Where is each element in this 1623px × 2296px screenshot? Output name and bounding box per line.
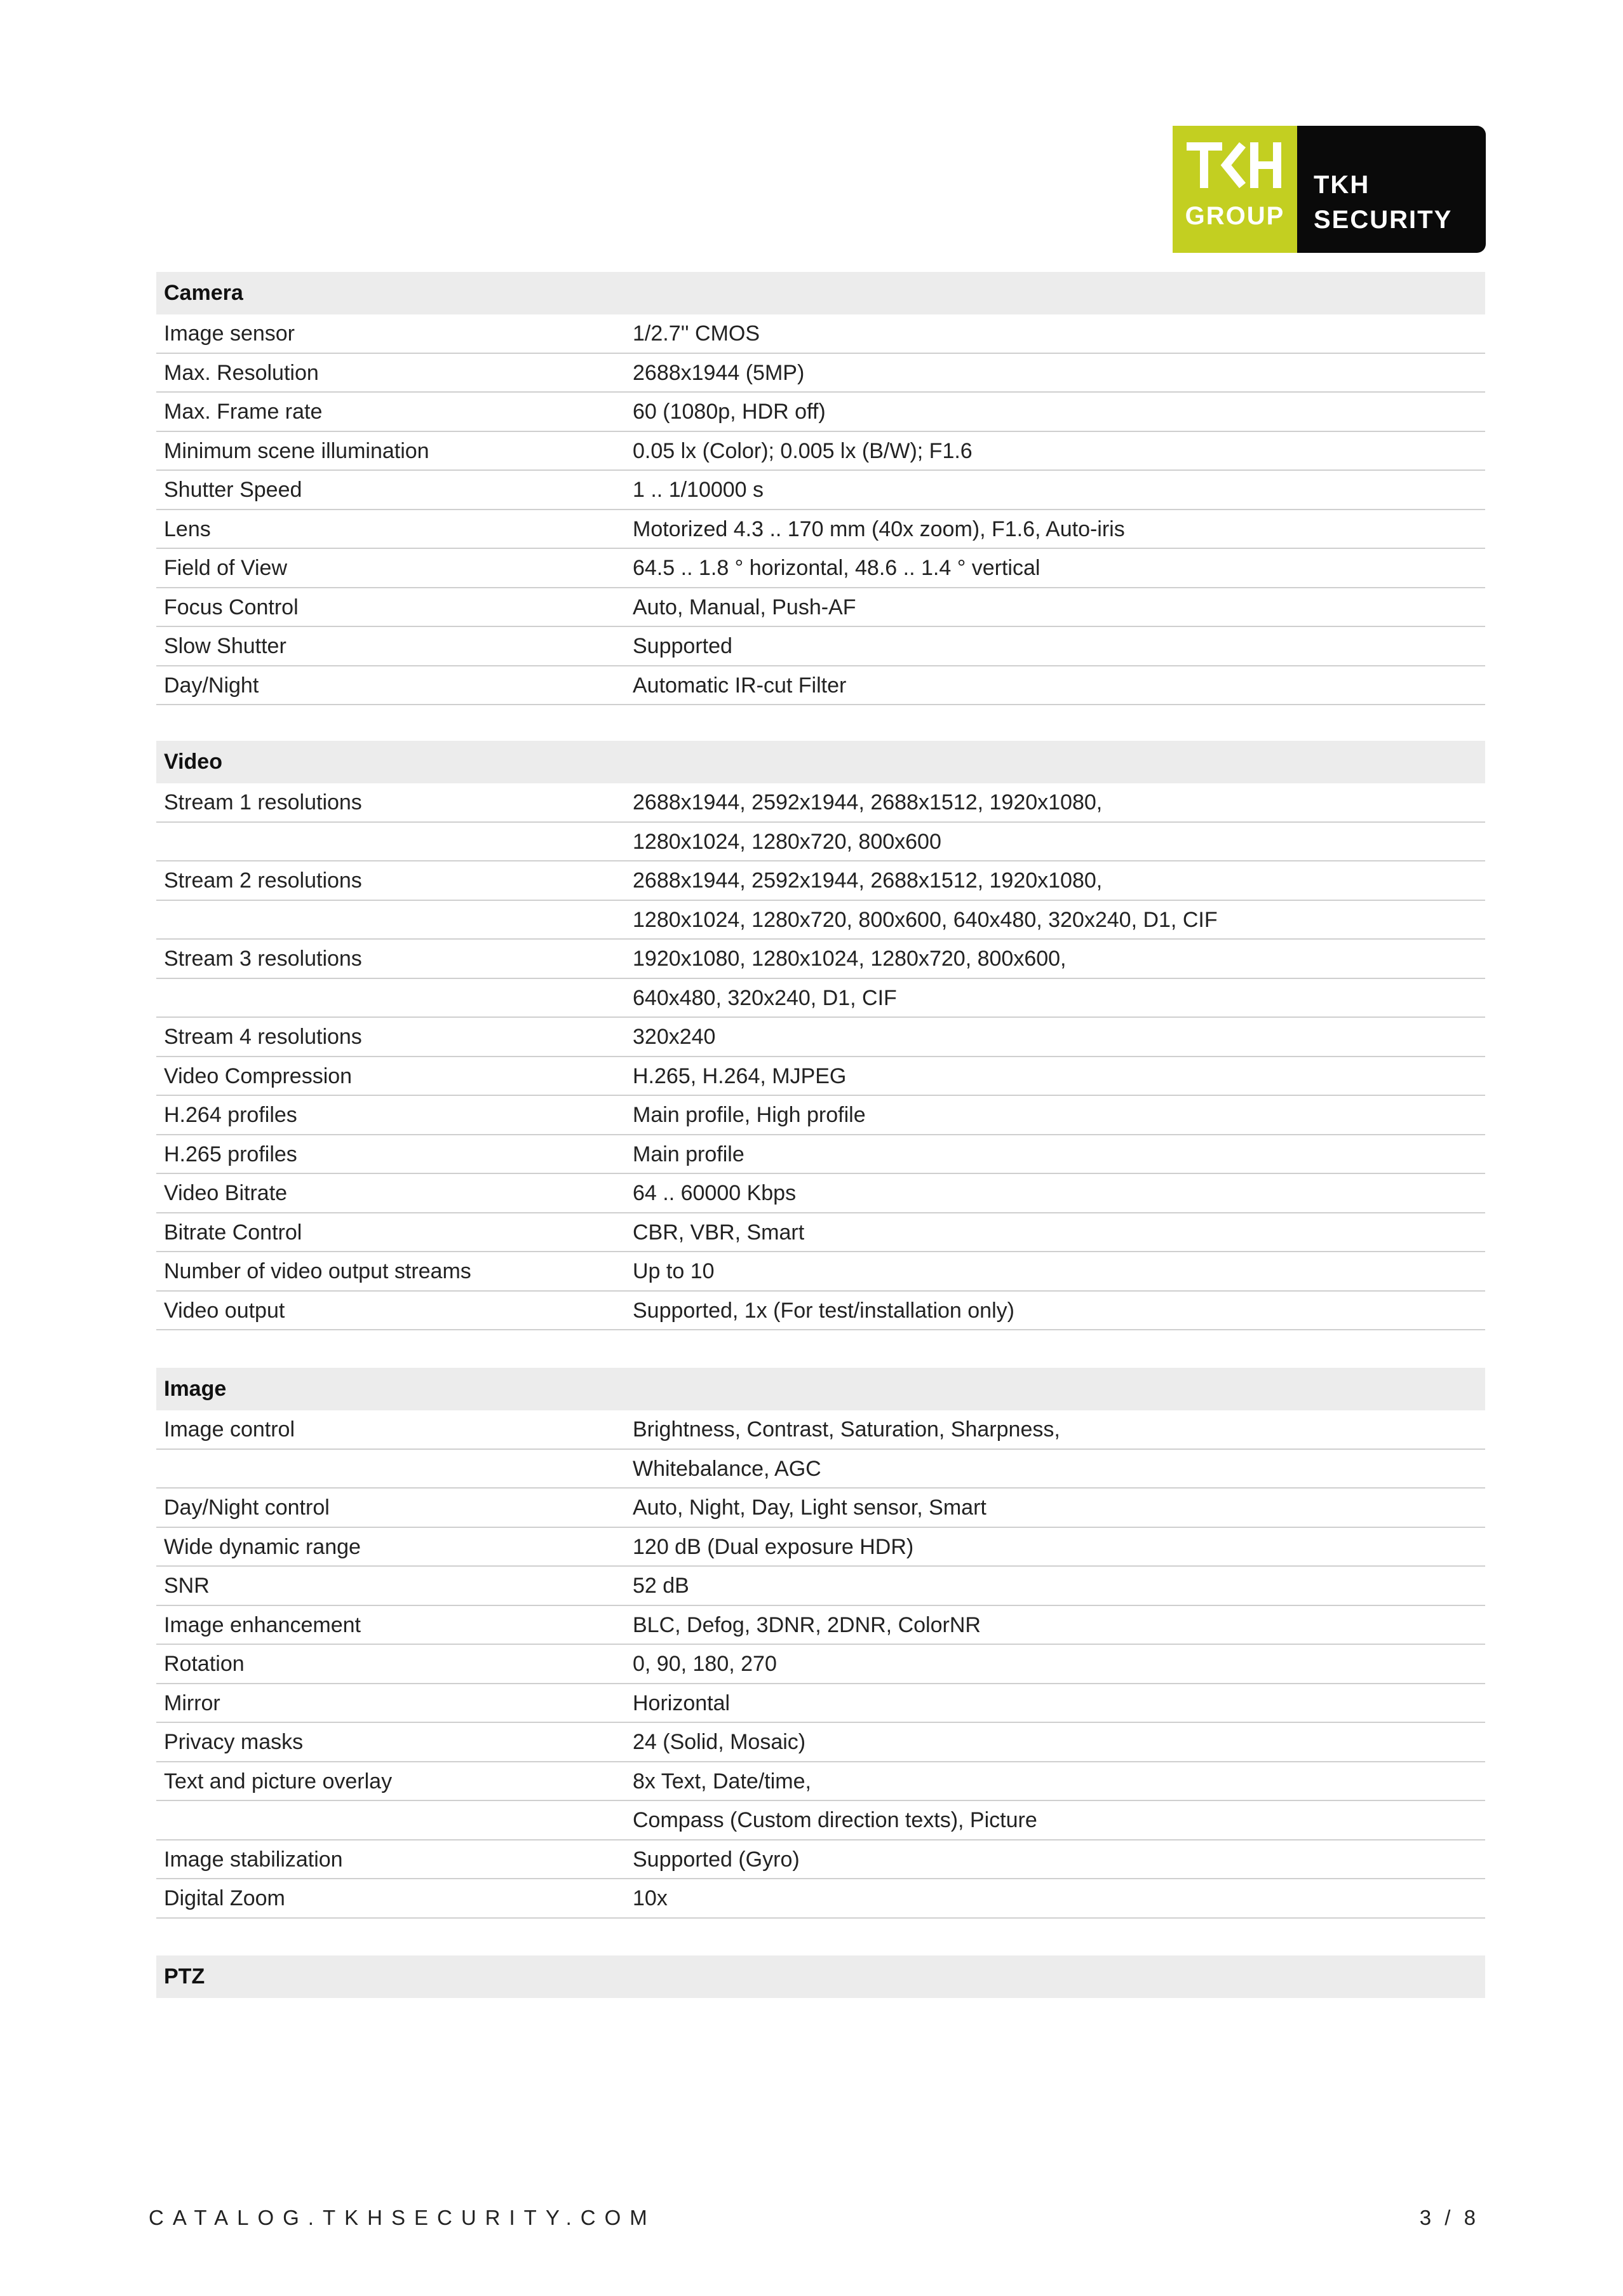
spec-row	[156, 1410, 1485, 1450]
spec-value: 24 (Solid, Mosaic)	[633, 1730, 806, 1754]
spec-value: 52 dB	[633, 1574, 689, 1598]
section-title: Camera	[164, 281, 243, 305]
spec-value: 120 dB (Dual exposure HDR)	[633, 1534, 914, 1559]
spec-label: Number of video output streams	[164, 1259, 471, 1283]
spec-row	[156, 1801, 1485, 1840]
section-title: Video	[164, 750, 222, 774]
spec-row	[156, 1879, 1485, 1919]
spec-value: 60 (1080p, HDR off)	[633, 400, 826, 424]
spec-label: Privacy masks	[164, 1730, 304, 1754]
spec-row	[156, 823, 1485, 862]
spec-row	[156, 1252, 1485, 1292]
tkh-mark-icon	[1187, 140, 1283, 191]
spec-row	[156, 1135, 1485, 1175]
camera-section	[156, 272, 1485, 705]
spec-label: Stream 1 resolutions	[164, 790, 362, 814]
spec-row	[156, 510, 1485, 550]
spec-label: SNR	[164, 1574, 210, 1598]
spec-row	[156, 1645, 1485, 1684]
spec-value: 640x480, 320x240, D1, CIF	[633, 985, 897, 1010]
spec-label: Image sensor	[164, 321, 295, 346]
ptz-section	[156, 1955, 1485, 1998]
spec-value: 2688x1944, 2592x1944, 2688x1512, 1920x1080,	[633, 790, 1103, 814]
spec-value: 320x240	[633, 1025, 716, 1049]
spec-label: Field of View	[164, 556, 288, 580]
spec-value: 2688x1944 (5MP)	[633, 360, 805, 385]
spec-row	[156, 549, 1485, 588]
section-header	[156, 272, 1485, 314]
spec-value: H.265, H.264, MJPEG	[633, 1064, 847, 1088]
spec-label: Minimum scene illumination	[164, 438, 429, 463]
spec-label: Day/Night control	[164, 1496, 330, 1520]
spec-row	[156, 1723, 1485, 1762]
spec-value: Auto, Night, Day, Light sensor, Smart	[633, 1496, 987, 1520]
spec-value: Compass (Custom direction texts), Picture	[633, 1808, 1037, 1832]
page-number: 3 / 8	[1419, 2206, 1479, 2229]
spec-row	[156, 314, 1485, 354]
spec-value: BLC, Defog, 3DNR, 2DNR, ColorNR	[633, 1612, 981, 1637]
spec-row	[156, 783, 1485, 823]
spec-row	[156, 393, 1485, 432]
spec-label: H.265 profiles	[164, 1142, 297, 1166]
spec-label: Mirror	[164, 1691, 220, 1715]
spec-row	[156, 1840, 1485, 1880]
spec-row	[156, 471, 1485, 510]
spec-value: Automatic IR-cut Filter	[633, 673, 847, 698]
spec-row	[156, 861, 1485, 901]
spec-value: 64.5 .. 1.8 ° horizontal, 48.6 .. 1.4 ° vertical	[633, 556, 1040, 580]
spec-value: Whitebalance, AGC	[633, 1456, 821, 1481]
spec-row	[156, 1292, 1485, 1331]
spec-row	[156, 1057, 1485, 1097]
spec-label: Video output	[164, 1298, 285, 1323]
spec-label: Stream 2 resolutions	[164, 868, 362, 893]
spec-label: Video Compression	[164, 1064, 353, 1088]
spec-label: Focus Control	[164, 595, 299, 619]
spec-value: 0, 90, 180, 270	[633, 1652, 777, 1676]
section-title: PTZ	[164, 1964, 205, 1989]
spec-row	[156, 1684, 1485, 1724]
spec-label: Text and picture overlay	[164, 1769, 393, 1793]
spec-label: Shutter Speed	[164, 478, 302, 502]
tkh-security-logo-block	[1297, 126, 1486, 253]
section-header	[156, 1955, 1485, 1998]
spec-value: CBR, VBR, Smart	[633, 1220, 805, 1245]
spec-row	[156, 627, 1485, 666]
spec-label: Slow Shutter	[164, 634, 286, 658]
spec-label: Lens	[164, 517, 211, 541]
spec-row	[156, 588, 1485, 628]
spec-value: 1/2.7'' CMOS	[633, 321, 760, 346]
spec-label: Image enhancement	[164, 1612, 361, 1637]
spec-label: Max. Resolution	[164, 360, 319, 385]
spec-label: Bitrate Control	[164, 1220, 302, 1245]
spec-value: Motorized 4.3 .. 170 mm (40x zoom), F1.6, Auto-iris	[633, 517, 1125, 541]
section-header	[156, 1368, 1485, 1410]
spec-row	[156, 940, 1485, 979]
spec-value: 2688x1944, 2592x1944, 2688x1512, 1920x1080,	[633, 868, 1103, 893]
spec-row	[156, 432, 1485, 471]
image-section	[156, 1368, 1485, 1919]
spec-value: 64 .. 60000 Kbps	[633, 1181, 797, 1205]
spec-value: 10x	[633, 1886, 668, 1910]
spec-row	[156, 1762, 1485, 1802]
spec-label: Wide dynamic range	[164, 1534, 361, 1559]
spec-label: Video Bitrate	[164, 1181, 288, 1205]
spec-row	[156, 1528, 1485, 1567]
spec-label: H.264 profiles	[164, 1103, 297, 1127]
spec-value: Up to 10	[633, 1259, 715, 1283]
spec-label: Day/Night	[164, 673, 259, 698]
logo-group-text: GROUP	[1185, 202, 1285, 230]
spec-value: Main profile	[633, 1142, 744, 1166]
spec-value: Main profile, High profile	[633, 1103, 866, 1127]
spec-value: Horizontal	[633, 1691, 731, 1715]
logo-brand-line2: SECURITY	[1314, 206, 1453, 234]
spec-value: 8x Text, Date/time,	[633, 1769, 811, 1793]
section-title: Image	[164, 1377, 227, 1401]
spec-row	[156, 666, 1485, 706]
spec-value: 1280x1024, 1280x720, 800x600	[633, 829, 941, 854]
tkh-logo	[1173, 126, 1486, 253]
spec-label: Image control	[164, 1417, 295, 1442]
spec-value: 1280x1024, 1280x720, 800x600, 640x480, 320x240, D1, CIF	[633, 907, 1218, 932]
spec-label: Digital Zoom	[164, 1886, 285, 1910]
spec-label: Stream 3 resolutions	[164, 947, 362, 971]
spec-row	[156, 354, 1485, 393]
spec-label: Rotation	[164, 1652, 245, 1676]
spec-row	[156, 979, 1485, 1018]
spec-value: 1920x1080, 1280x1024, 1280x720, 800x600,	[633, 947, 1067, 971]
section-header	[156, 741, 1485, 783]
spec-label: Stream 4 resolutions	[164, 1025, 362, 1049]
spec-row	[156, 1096, 1485, 1135]
footer-url: CATALOG.TKHSECURITY.COM	[149, 2206, 656, 2229]
spec-row	[156, 901, 1485, 940]
spec-label: Max. Frame rate	[164, 400, 323, 424]
spec-value: Supported, 1x (For test/installation only)	[633, 1298, 1014, 1323]
spec-value: 1 .. 1/10000 s	[633, 478, 764, 502]
spec-row	[156, 1489, 1485, 1528]
spec-row	[156, 1567, 1485, 1606]
spec-value: Auto, Manual, Push-AF	[633, 595, 856, 619]
spec-row	[156, 1174, 1485, 1213]
spec-row	[156, 1450, 1485, 1489]
spec-value: Supported	[633, 634, 732, 658]
spec-label: Image stabilization	[164, 1847, 343, 1872]
spec-value: 0.05 lx (Color); 0.005 lx (B/W); F1.6	[633, 438, 973, 463]
video-section	[156, 741, 1485, 1330]
logo-brand-line1: TKH	[1314, 171, 1370, 199]
spec-row	[156, 1213, 1485, 1253]
spec-value: Brightness, Contrast, Saturation, Sharpness,	[633, 1417, 1060, 1442]
spec-row	[156, 1018, 1485, 1057]
tkh-group-logo-block	[1173, 126, 1297, 253]
spec-value: Supported (Gyro)	[633, 1847, 800, 1872]
spec-row	[156, 1606, 1485, 1645]
